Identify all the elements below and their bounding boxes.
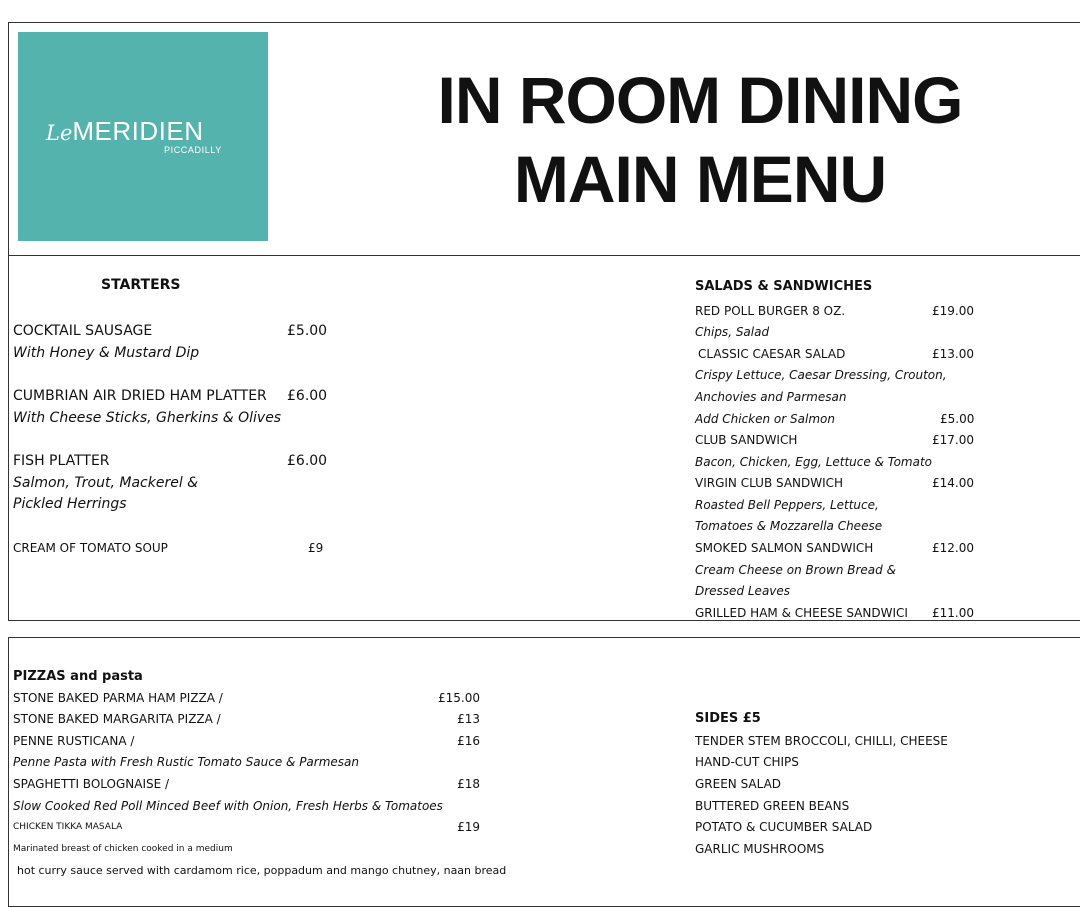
- menu-item-price: £6.00: [287, 453, 328, 469]
- menu-item-price: £19.00: [932, 304, 974, 318]
- page-title-line2: MAIN MENU: [513, 142, 887, 216]
- starters-salads-box: [8, 255, 1080, 621]
- menu-item-desc: Bacon, Chicken, Egg, Lettuce & Tomato: [695, 455, 933, 469]
- menu-item-name: CLUB SANDWICH: [695, 433, 798, 447]
- menu-item-price: £13: [457, 712, 480, 726]
- menu-item-price: £14.00: [932, 476, 974, 490]
- side-item: HAND-CUT CHIPS: [695, 755, 799, 769]
- menu-item-name: FISH PLATTER: [13, 453, 110, 469]
- sides-heading: SIDES £5: [695, 711, 761, 726]
- menu-item-price: £12.00: [932, 541, 974, 555]
- side-item: GREEN SALAD: [695, 777, 782, 791]
- menu-item-desc: Anchovies and Parmesan: [695, 390, 847, 404]
- side-item: POTATO & CUCUMBER SALAD: [695, 820, 873, 834]
- menu-item-name: CLASSIC CAESAR SALAD: [698, 347, 846, 361]
- menu-item-desc: Marinated breast of chicken cooked in a medium: [13, 844, 233, 854]
- menu-item-name: CREAM OF TOMATO SOUP: [13, 541, 168, 555]
- side-item: GARLIC MUSHROOMS: [695, 842, 825, 856]
- menu-item-price: £17.00: [932, 433, 974, 447]
- menu-item-name: SPAGHETTI BOLOGNAISE /: [13, 777, 170, 791]
- side-item: TENDER STEM BROCCOLI, CHILLI, CHEESE: [695, 734, 948, 748]
- le-meridien-logo: [18, 32, 268, 241]
- page-title-line1: IN ROOM DINING: [437, 63, 963, 137]
- menu-item-name: Add Chicken or Salmon: [695, 412, 835, 426]
- menu-item-price: £15.00: [438, 691, 480, 705]
- menu-item-price: £5.00: [940, 412, 975, 426]
- menu-item-desc: Pickled Herrings: [13, 496, 127, 512]
- menu-item-desc: Salmon, Trout, Mackerel &: [13, 475, 199, 491]
- menu-item-name: PENNE RUSTICANA /: [13, 734, 135, 748]
- menu-item-price: £5.00: [287, 323, 328, 339]
- menu-item-desc: Penne Pasta with Fresh Rustic Tomato Sauce & Parmesan: [13, 755, 359, 769]
- menu-item-price: £6.00: [287, 388, 328, 404]
- menu-item-desc: hot curry sauce served with cardamom rice, poppadum and mango chutney, naan bread: [17, 864, 507, 877]
- menu-item-desc: Crispy Lettuce, Caesar Dressing, Crouton,: [695, 368, 947, 382]
- menu-item-name: CHICKEN TIKKA MASALA: [13, 822, 123, 832]
- logo-name: MERIDIEN: [72, 116, 204, 146]
- menu-item-name: STONE BAKED PARMA HAM PIZZA /: [13, 691, 223, 705]
- side-item: BUTTERED GREEN BEANS: [695, 799, 850, 813]
- menu-item-desc: Tomatoes & Mozzarella Cheese: [695, 519, 883, 533]
- logo-wordmark: [46, 116, 204, 147]
- menu-item-price: £9: [308, 541, 324, 555]
- menu-item-desc: With Honey & Mustard Dip: [13, 345, 200, 361]
- pizzas-heading: PIZZAS and pasta: [13, 669, 143, 684]
- menu-item-price: £11.00: [932, 606, 974, 620]
- menu-item-price: £19: [457, 820, 480, 834]
- menu-item-desc: Dressed Leaves: [695, 584, 791, 598]
- menu-item-name: GRILLED HAM & CHEESE SANDWICI: [695, 606, 908, 620]
- menu-item-price: £13.00: [932, 347, 974, 361]
- menu-item-name: RED POLL BURGER 8 OZ.: [695, 304, 846, 318]
- starters-heading: STARTERS: [101, 277, 181, 293]
- menu-item-price: £16: [457, 734, 480, 748]
- menu-item-name: COCKTAIL SAUSAGE: [13, 323, 153, 339]
- menu-item-name: STONE BAKED MARGARITA PIZZA /: [13, 712, 221, 726]
- logo-sub: PICCADILLY: [164, 145, 222, 155]
- menu-item-price: £18: [457, 777, 480, 791]
- menu-item-name: SMOKED SALMON SANDWICH: [695, 541, 874, 555]
- menu-item-desc: Cream Cheese on Brown Bread &: [695, 563, 896, 577]
- menu-item-name: CUMBRIAN AIR DRIED HAM PLATTER: [13, 388, 267, 404]
- menu-item-desc: With Cheese Sticks, Gherkins & Olives: [13, 410, 282, 426]
- logo-le: Le: [46, 121, 73, 145]
- salads-heading: SALADS & SANDWICHES: [695, 279, 873, 294]
- menu-item-desc: Slow Cooked Red Poll Minced Beef with Onion, Fresh Herbs & Tomatoes: [13, 799, 443, 813]
- menu-item-name: VIRGIN CLUB SANDWICH: [695, 476, 844, 490]
- menu-item-desc: Chips, Salad: [695, 325, 770, 339]
- menu-item-desc: Roasted Bell Peppers, Lettuce,: [695, 498, 879, 512]
